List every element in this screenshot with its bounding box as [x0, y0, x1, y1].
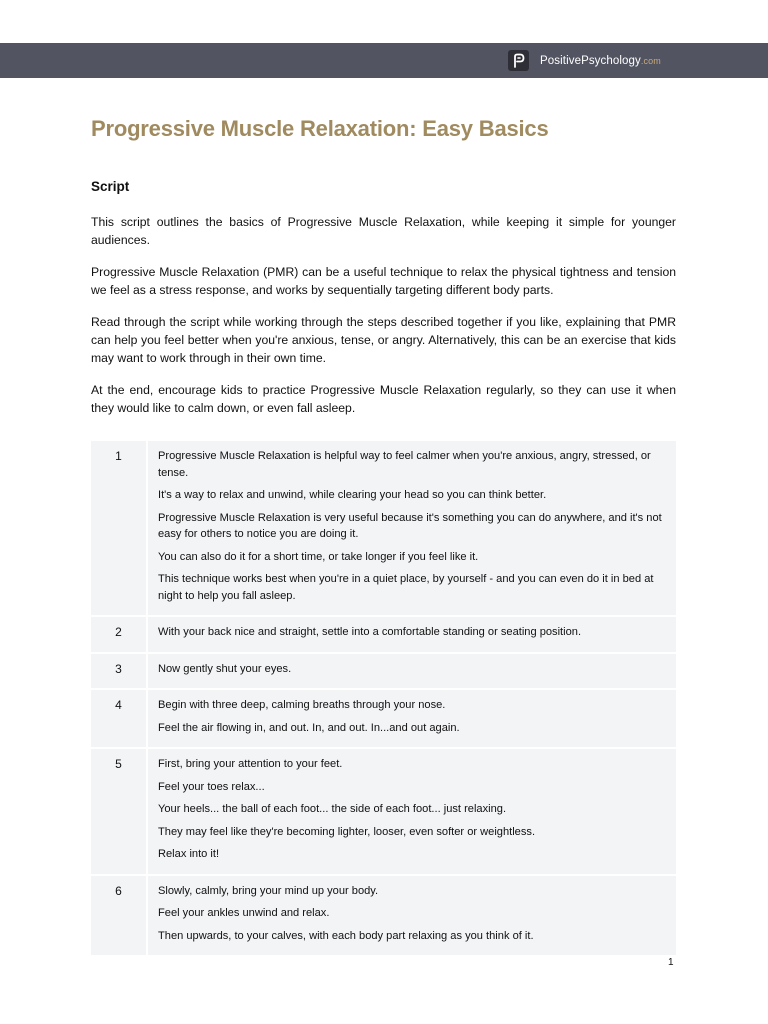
step-line: It's a way to relax and unwind, while clearing your head so you can think better.	[158, 489, 547, 501]
step-line: They may feel like they're becoming lighter, looser, even softer or weightless.	[158, 825, 536, 838]
step-line: Relax into it!	[158, 848, 220, 860]
intro-paragraph: Read through the script while working through the steps described together if you like, explaining that PMR can help you feel better when you're anxious, tense, or angry. Alternatively, this can be an exercise that kids may want to work through in their own time.	[91, 315, 676, 365]
step-content	[148, 617, 676, 652]
step-line: Your heels... the ball of each foot... the side of each foot... just relaxing.	[158, 803, 507, 815]
step-line: Feel your toes relax...	[158, 780, 265, 793]
step-line: This technique works best when you're in a quiet place, by yourself - and you can even do it in bed at night to help you fall asleep.	[158, 573, 654, 602]
step-line: Progressive Muscle Relaxation is helpful way to feel calmer when you're anxious, angry, stressed, or tense.	[158, 450, 651, 479]
page-title: Progressive Muscle Relaxation: Easy Basics	[91, 116, 549, 141]
step-number: 4	[91, 690, 148, 747]
step-line: Slowly, calmly, bring your mind up your body.	[158, 884, 379, 897]
table-row	[91, 654, 676, 689]
intro-paragraph: Progressive Muscle Relaxation (PMR) can be a useful technique to relax the physical tightness and tension we feel as a stress response, and works by sequentially targeting different body parts.	[91, 265, 676, 297]
step-content	[148, 690, 676, 747]
step-line: Progressive Muscle Relaxation is very useful because it's something you can do anywhere, and it's not easy for others to notice you are doing it.	[158, 511, 662, 540]
intro-paragraph: At the end, encourage kids to practice Progressive Muscle Relaxation regularly, so they can use it when they would like to calm down, or even fall asleep.	[91, 383, 676, 415]
step-line: First, bring your attention to your feet.	[158, 758, 343, 770]
step-number: 2	[91, 617, 148, 652]
brand[interactable]	[508, 50, 661, 71]
table-row	[91, 749, 676, 874]
table-row	[91, 617, 676, 652]
step-content	[148, 654, 676, 689]
table-row	[91, 876, 676, 956]
step-line: Begin with three deep, calming breaths through your nose.	[158, 699, 446, 711]
step-content	[148, 749, 676, 874]
step-line: With your back nice and straight, settle into a comfortable standing or seating position.	[158, 626, 582, 638]
step-number: 1	[91, 441, 148, 615]
intro-text	[91, 213, 676, 431]
section-heading: Script	[91, 179, 130, 194]
page-number: 1	[668, 957, 674, 968]
step-number: 3	[91, 654, 148, 689]
p-logo-icon	[508, 50, 529, 71]
step-line: Then upwards, to your calves, with each body part relaxing as you think of it.	[158, 929, 534, 942]
table-row	[91, 690, 676, 747]
steps-table	[91, 439, 676, 957]
table-row	[91, 441, 676, 615]
step-number: 5	[91, 749, 148, 874]
step-content	[148, 441, 676, 615]
step-number: 6	[91, 876, 148, 956]
step-line: Now gently shut your eyes.	[158, 662, 292, 675]
step-line: You can also do it for a short time, or take longer if you feel like it.	[158, 550, 479, 563]
brand-name: PositivePsychology.com	[540, 54, 661, 67]
header-bar	[0, 43, 768, 78]
intro-paragraph: This script outlines the basics of Progressive Muscle Relaxation, while keeping it simple for younger audiences.	[91, 215, 676, 247]
brand-tld: .com	[640, 55, 661, 66]
step-line: Feel the air flowing in, and out. In, and out. In...and out again.	[158, 721, 460, 734]
step-line: Feel your ankles unwind and relax.	[158, 907, 330, 919]
step-content	[148, 876, 676, 956]
